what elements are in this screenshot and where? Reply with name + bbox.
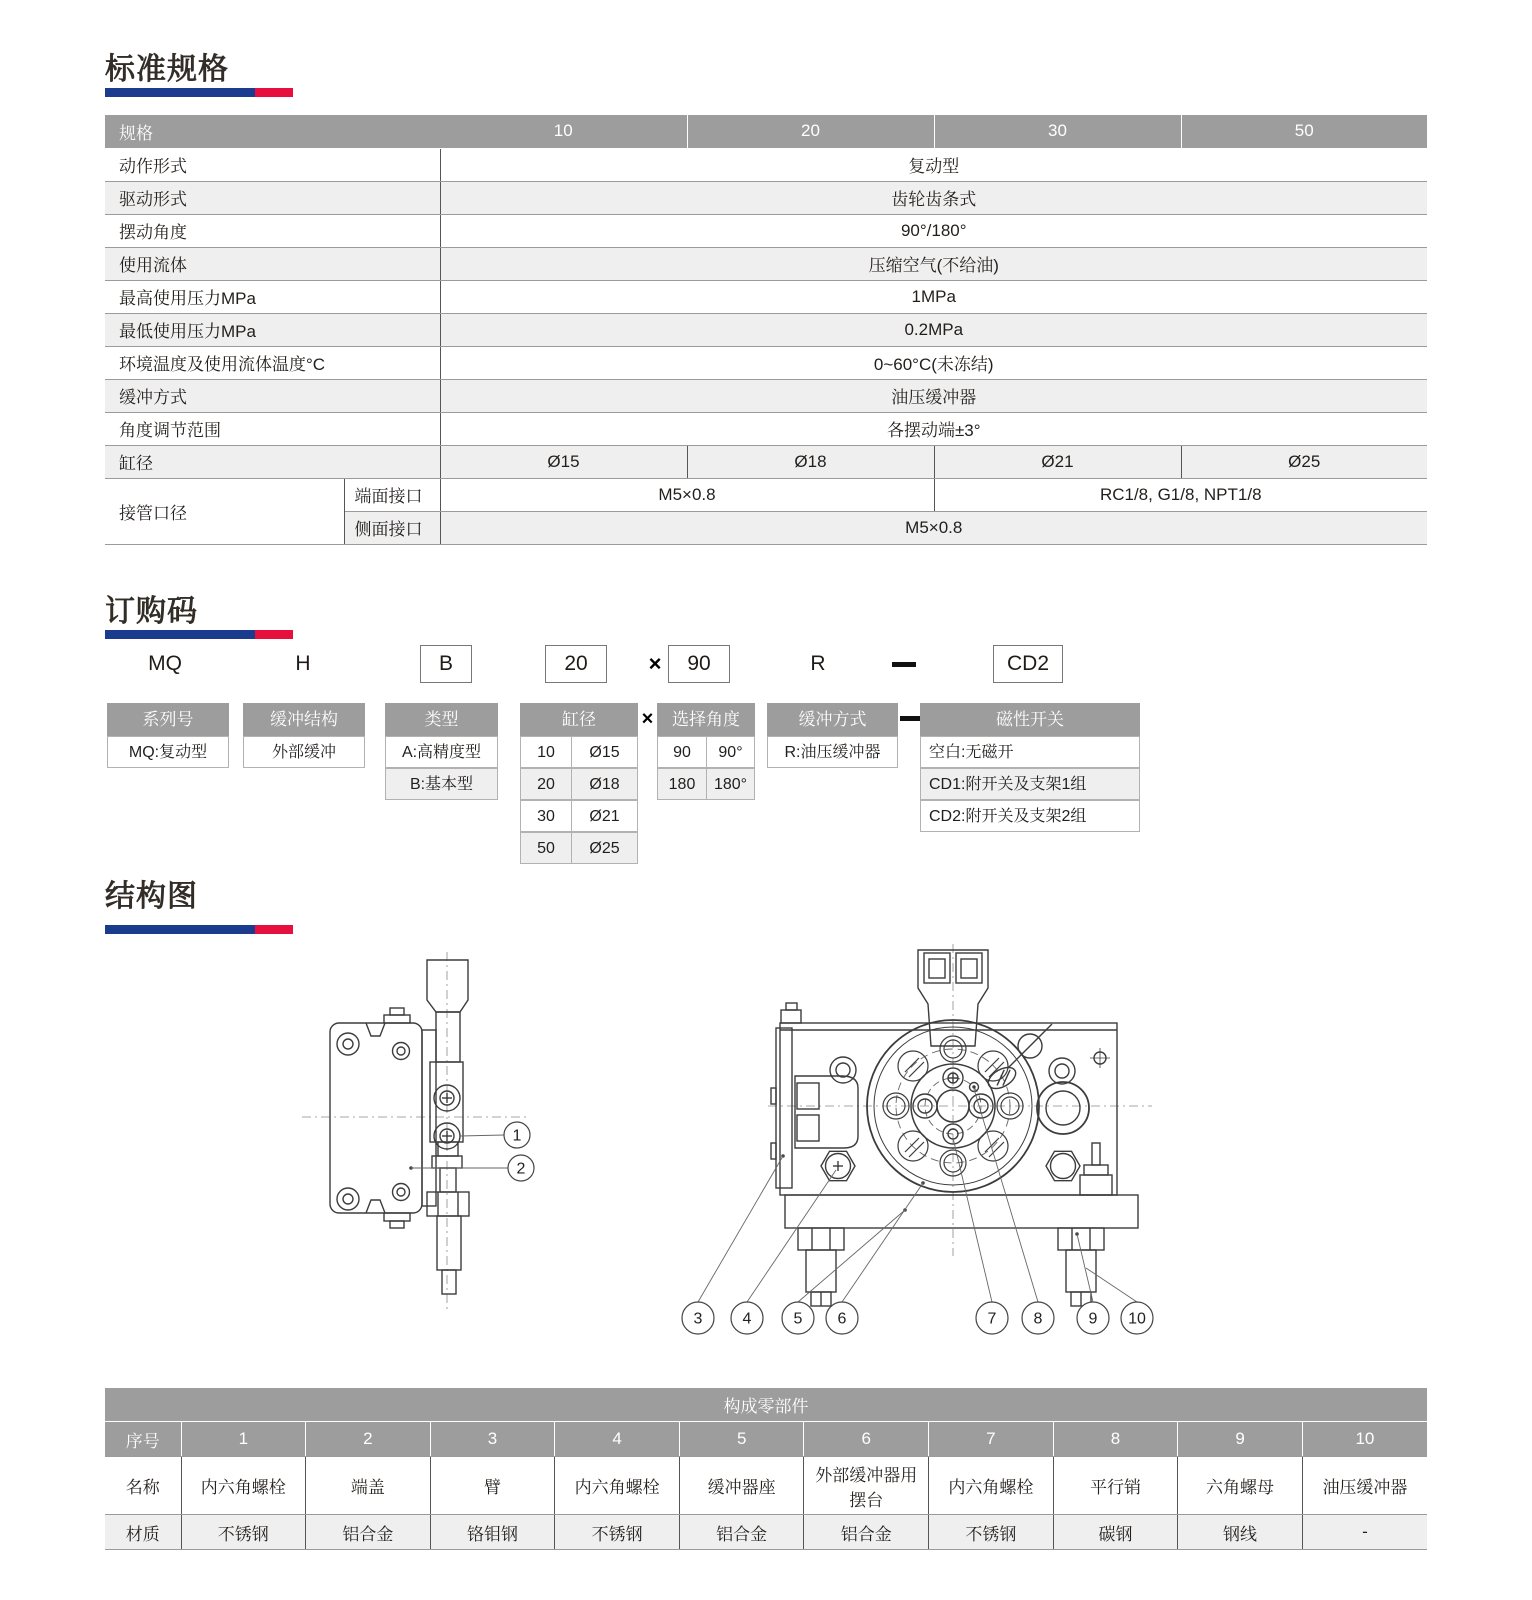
spec-row-label: 动作形式 bbox=[105, 148, 440, 181]
spec-row-label: 摆动角度 bbox=[105, 214, 440, 247]
bore-value: Ø21 bbox=[934, 445, 1181, 478]
angle-code: 180 bbox=[668, 776, 696, 793]
structure-section-title: 结构图 bbox=[105, 880, 198, 913]
port-side-face-value: M5×0.8 bbox=[440, 511, 1427, 544]
spec-header-row bbox=[105, 115, 1427, 148]
spec-col-10: 10 bbox=[440, 115, 687, 148]
header-cushion: 缓冲结构 bbox=[243, 703, 365, 736]
index-label: 序号 bbox=[105, 1422, 181, 1457]
part-name: 平行销 bbox=[1053, 1457, 1178, 1515]
part-name: 内六角螺栓 bbox=[555, 1457, 680, 1515]
spec-row-value: 复动型 bbox=[440, 148, 1427, 181]
svg-text:1: 1 bbox=[512, 1127, 522, 1145]
callout-9 bbox=[1077, 1302, 1109, 1334]
part-material: - bbox=[1302, 1515, 1427, 1550]
series-option: MQ:复动型 bbox=[107, 736, 229, 768]
spec-col-20: 20 bbox=[687, 115, 934, 148]
bore-row-label: 缸径 bbox=[105, 445, 440, 478]
spec-table bbox=[105, 115, 1427, 545]
structure-title-underline bbox=[105, 925, 293, 934]
port-end-face-value-left: M5×0.8 bbox=[440, 478, 934, 511]
switch-option-cd1: CD1:附开关及支架1组 bbox=[920, 768, 1140, 800]
part-material: 钢线 bbox=[1178, 1515, 1303, 1550]
parts-table-title: 构成零部件 bbox=[105, 1388, 1427, 1422]
part-material: 不锈钢 bbox=[181, 1515, 306, 1550]
bore-value: Ø18 bbox=[687, 445, 934, 478]
callout-5 bbox=[782, 1302, 814, 1334]
part-name: 缓冲器座 bbox=[679, 1457, 804, 1515]
spec-bore-row bbox=[105, 445, 1427, 478]
callout-2 bbox=[508, 1155, 534, 1181]
spec-row-value: 0.2MPa bbox=[440, 313, 1427, 346]
spec-row-label: 最高使用压力MPa bbox=[105, 280, 440, 313]
bore-size: Ø15 bbox=[571, 737, 637, 767]
callout-8 bbox=[1022, 1302, 1054, 1334]
spec-row-label: 环境温度及使用流体温度°C bbox=[105, 346, 440, 379]
bore-value: Ø25 bbox=[1181, 445, 1427, 478]
part-index: 7 bbox=[929, 1422, 1054, 1457]
switch-option-none: 空白:无磁开 bbox=[920, 736, 1140, 768]
port-side-face-label: 侧面接口 bbox=[344, 511, 440, 544]
part-material: 铝合金 bbox=[679, 1515, 804, 1550]
spec-row bbox=[105, 313, 1427, 346]
order-section-title: 订购码 bbox=[105, 595, 198, 628]
svg-text:9: 9 bbox=[1088, 1310, 1098, 1328]
spec-col-50: 50 bbox=[1181, 115, 1427, 148]
bore-code: 10 bbox=[537, 744, 555, 761]
bore-value: Ø15 bbox=[440, 445, 687, 478]
part-index: 10 bbox=[1302, 1422, 1427, 1457]
svg-text:2: 2 bbox=[516, 1160, 526, 1178]
header-angle: 选择角度 bbox=[657, 703, 755, 736]
svg-text:6: 6 bbox=[837, 1310, 847, 1328]
spec-row-label: 最低使用压力MPa bbox=[105, 313, 440, 346]
callout-10 bbox=[1121, 1302, 1153, 1334]
bore-option bbox=[520, 832, 638, 864]
part-index: 1 bbox=[181, 1422, 306, 1457]
part-index: 4 bbox=[555, 1422, 680, 1457]
code-mode: R bbox=[810, 652, 826, 675]
part-material: 碳钢 bbox=[1053, 1515, 1178, 1550]
spec-row bbox=[105, 181, 1427, 214]
bore-code: 30 bbox=[537, 808, 555, 825]
part-name: 端盖 bbox=[306, 1457, 431, 1515]
angle-option bbox=[657, 768, 755, 800]
spec-row-value: 1MPa bbox=[440, 280, 1427, 313]
bore-size: Ø18 bbox=[571, 769, 637, 799]
spec-section-title: 标准规格 bbox=[105, 53, 229, 86]
parts-title-row bbox=[105, 1388, 1427, 1422]
part-name: 内六角螺栓 bbox=[929, 1457, 1054, 1515]
part-material: 不锈钢 bbox=[929, 1515, 1054, 1550]
callout-6 bbox=[826, 1302, 858, 1334]
spec-row bbox=[105, 280, 1427, 313]
spec-row bbox=[105, 412, 1427, 445]
part-material: 铬钼钢 bbox=[430, 1515, 555, 1550]
port-label: 接管口径 bbox=[105, 478, 344, 544]
cushion-option: 外部缓冲 bbox=[243, 736, 365, 768]
part-name: 六角螺母 bbox=[1178, 1457, 1303, 1515]
parts-index-row bbox=[105, 1422, 1427, 1457]
code-type-box: B bbox=[420, 645, 472, 683]
callout-7 bbox=[976, 1302, 1008, 1334]
structure-drawing bbox=[280, 938, 1180, 1338]
code-bore-box: 20 bbox=[545, 645, 607, 683]
spec-row-value: 压缩空气(不给油) bbox=[440, 247, 1427, 280]
callout-3 bbox=[682, 1302, 714, 1334]
svg-text:8: 8 bbox=[1033, 1310, 1043, 1328]
part-index: 3 bbox=[430, 1422, 555, 1457]
bore-size: Ø25 bbox=[571, 833, 637, 863]
part-index: 5 bbox=[679, 1422, 804, 1457]
header-dash bbox=[900, 716, 920, 721]
spec-row bbox=[105, 379, 1427, 412]
order-code-diagram bbox=[105, 645, 1427, 875]
switch-option-cd2: CD2:附开关及支架2组 bbox=[920, 800, 1140, 832]
bore-code: 20 bbox=[537, 776, 555, 793]
part-name: 臂 bbox=[430, 1457, 555, 1515]
callout-1 bbox=[504, 1122, 530, 1148]
parts-table bbox=[105, 1388, 1427, 1550]
front-view bbox=[768, 944, 1152, 1306]
bore-option bbox=[520, 768, 638, 800]
spec-row-value: 油压缓冲器 bbox=[440, 379, 1427, 412]
material-label: 材质 bbox=[105, 1515, 181, 1550]
spec-col-30: 30 bbox=[934, 115, 1181, 148]
part-name: 内六角螺栓 bbox=[181, 1457, 306, 1515]
part-index: 9 bbox=[1178, 1422, 1303, 1457]
bore-code: 50 bbox=[537, 840, 555, 857]
header-multiply-sign: × bbox=[641, 708, 654, 730]
spec-row-value: 齿轮齿条式 bbox=[440, 181, 1427, 214]
spec-title-underline bbox=[105, 88, 293, 97]
part-material: 铝合金 bbox=[804, 1515, 929, 1550]
parts-name-row bbox=[105, 1457, 1427, 1515]
spec-row bbox=[105, 214, 1427, 247]
header-bore: 缸径 bbox=[520, 703, 638, 736]
spec-row-label: 驱动形式 bbox=[105, 181, 440, 214]
spec-port-row-end bbox=[105, 478, 1427, 511]
svg-text:7: 7 bbox=[987, 1310, 997, 1328]
angle-code: 90 bbox=[673, 744, 691, 761]
part-index: 8 bbox=[1053, 1422, 1178, 1457]
spec-row-label: 角度调节范围 bbox=[105, 412, 440, 445]
mode-option: R:油压缓冲器 bbox=[767, 736, 898, 768]
spec-row bbox=[105, 148, 1427, 181]
side-view bbox=[302, 952, 530, 1310]
angle-deg: 180° bbox=[706, 769, 754, 799]
svg-text:5: 5 bbox=[793, 1310, 803, 1328]
order-title-underline bbox=[105, 630, 293, 639]
header-mode: 缓冲方式 bbox=[767, 703, 898, 736]
spec-row-label: 缓冲方式 bbox=[105, 379, 440, 412]
type-option-b: B:基本型 bbox=[385, 768, 498, 800]
header-type: 类型 bbox=[385, 703, 498, 736]
part-index: 6 bbox=[804, 1422, 929, 1457]
callout-4 bbox=[731, 1302, 763, 1334]
code-multiply-sign: × bbox=[648, 651, 662, 676]
bore-option bbox=[520, 800, 638, 832]
part-material: 不锈钢 bbox=[555, 1515, 680, 1550]
bore-option bbox=[520, 736, 638, 768]
part-material: 铝合金 bbox=[306, 1515, 431, 1550]
part-name: 油压缓冲器 bbox=[1302, 1457, 1427, 1515]
code-cushion: H bbox=[295, 652, 311, 675]
code-angle-box: 90 bbox=[668, 645, 730, 683]
svg-text:4: 4 bbox=[742, 1310, 752, 1328]
type-option-a: A:高精度型 bbox=[385, 736, 498, 768]
code-switch-box: CD2 bbox=[993, 645, 1063, 683]
spec-row-value: 0~60°C(未冻结) bbox=[440, 346, 1427, 379]
spec-row-value: 90°/180° bbox=[440, 214, 1427, 247]
code-dash bbox=[892, 662, 916, 667]
parts-material-row bbox=[105, 1515, 1427, 1550]
port-end-face-label: 端面接口 bbox=[344, 478, 440, 511]
spec-row bbox=[105, 247, 1427, 280]
code-series: MQ bbox=[148, 652, 182, 675]
port-end-face-value-right: RC1/8, G1/8, NPT1/8 bbox=[934, 478, 1427, 511]
header-switch: 磁性开关 bbox=[920, 703, 1140, 736]
spec-header-label: 规格 bbox=[105, 115, 440, 148]
angle-option bbox=[657, 736, 755, 768]
name-label: 名称 bbox=[105, 1457, 181, 1515]
bore-size: Ø21 bbox=[571, 801, 637, 831]
spec-row-value: 各摆动端±3° bbox=[440, 412, 1427, 445]
angle-deg: 90° bbox=[706, 737, 754, 767]
header-series: 系列号 bbox=[107, 703, 229, 736]
spec-row-label: 使用流体 bbox=[105, 247, 440, 280]
part-index: 2 bbox=[306, 1422, 431, 1457]
spec-row bbox=[105, 346, 1427, 379]
part-name: 外部缓冲器用摆台 bbox=[804, 1457, 929, 1515]
svg-text:10: 10 bbox=[1128, 1310, 1146, 1328]
svg-text:3: 3 bbox=[693, 1310, 703, 1328]
